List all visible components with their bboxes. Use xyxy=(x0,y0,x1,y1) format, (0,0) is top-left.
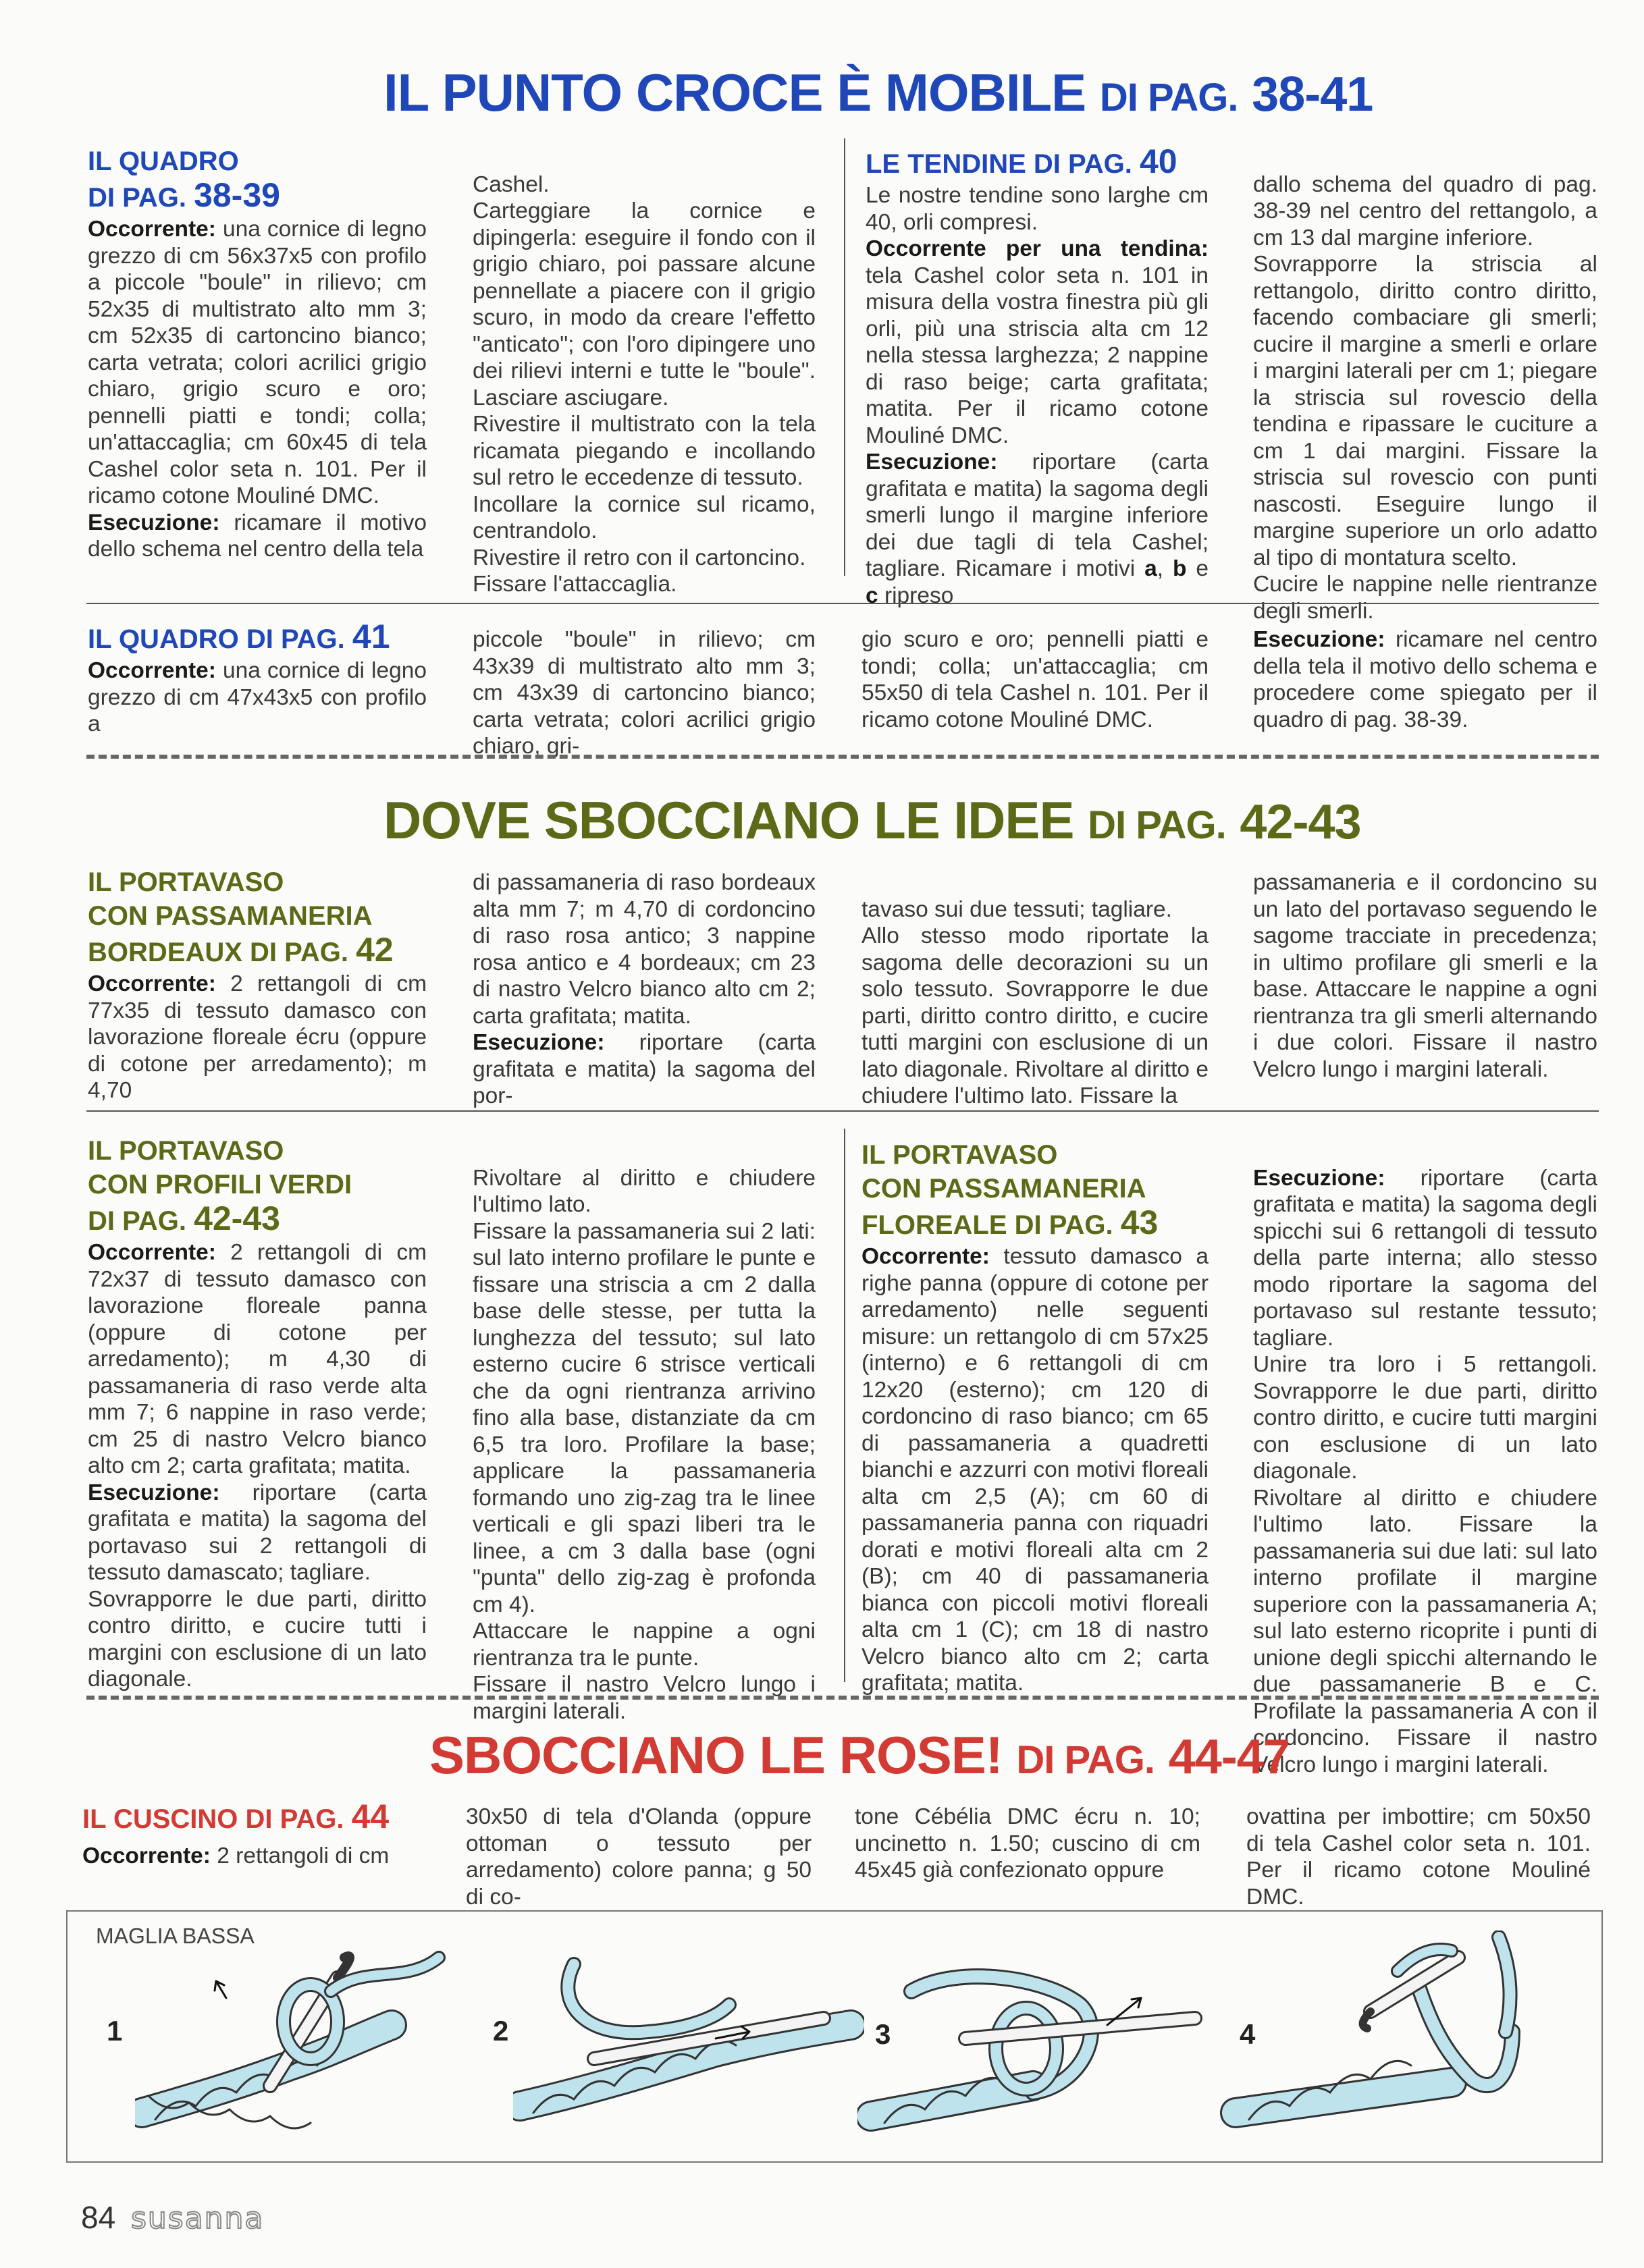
subheading-portavaso-floreale: IL PORTAVASO CON PASSAMANERIA FLOREALE DI PAG. 43 xyxy=(861,1140,1159,1241)
portavaso-bordeaux-col3: tavaso sui due tessuti; tagliare. Allo stesso modo riportate la sagoma delle decorazioni su un solo tessuto. Sovrapporre le due parti, diritto contro diritto, e cucire tutti margini con esclusione di un lato diagonale. Rivoltare al diritto e chiudere l'ultimo lato. Fissare la xyxy=(861,896,1209,1108)
tendine-col4: dallo schema del quadro di pag. 38-39 nel centro del rettangolo, a cm 13 dal margine inferiore. Sovrapporre la striscia al rettangolo, diritto contro diritto, facendo combaciare gli smerli; cucire il margine a smerli e orlare i margini laterali per cm 1; piegare la striscia sul rovescio della tendina e ripassare le cuciture a cm 1 dai margini. Fissare la striscia sul rovescio con punti nascosti. Eseguire lungo il margine superiore un orlo adatto al tipo di montatura scelto. Cucire le nappine nelle rientranze degli smerli. xyxy=(1253,171,1597,624)
occorrente-paragraph: Occorrente per una tendina: tela Cashel color seta n. 101 in misura della vostra finestra più gli orli, più una striscia alta cm 12 nella stessa larghezza; 2 nappine di raso beige; carta grafitata; matita. Per il ricamo cotone Mouliné DMC. xyxy=(866,236,1209,448)
crochet-step-3-illustration xyxy=(857,1937,1209,2146)
step-number-2: 2 xyxy=(493,2015,509,2047)
occorrente-paragraph: Occorrente: tessuto damasco a righe panna (oppure di cotone per arredamento) nelle seguenti misure: un rettangolo di cm 57x25 (interno) e 6 rettangoli di cm 12x20 (esterno); cm 120 di cordoncino di raso bianco; cm 65 di passamaneria a quadretti bianchi e azzurri con motivi floreali alta cm 2,5 (A); cm 60 di passamaneria panna con riquadri dorati e motivi floreali alta cm 2 (B); cm 40 di passamaneria bianca con piccoli motivi floreali alta cm 1 (C); cm 18 di nastro Velcro bianco alto cm 2; carta grafitata; matita. xyxy=(861,1244,1209,1696)
subheading-quadro-38-39: IL QUADRO DI PAG. 38-39 xyxy=(88,146,280,214)
subheading-portavaso-bordeaux: IL PORTAVASO CON PASSAMANERIA BORDEAUX DI PAG. 42 xyxy=(88,867,394,969)
page-footer xyxy=(81,2199,264,2236)
portavaso-bordeaux-col2: di passamaneria di raso bordeaux alta mm 7; m 4,70 di cordoncino di raso rosa antico; 3 nappine rosa antico e 4 bordeaux; cm 23 di nastro Velcro bianco alto cm 2; carta grafitata; matita. Esecuzione: riportare (carta grafitata e matita) la sagoma del por- xyxy=(473,870,816,1108)
crochet-step-4-illustration xyxy=(1215,1931,1593,2146)
crochet-step-1-illustration xyxy=(135,1937,452,2146)
magazine-brand: susanna xyxy=(130,2201,265,2236)
step-number-4: 4 xyxy=(1240,2018,1256,2050)
tendine-col3 xyxy=(866,144,1209,609)
section-rule xyxy=(86,1110,1599,1112)
section-pages: 44-47 xyxy=(1168,1730,1290,1784)
section-title-text: DOVE SBOCCIANO LE IDEE xyxy=(383,790,1074,850)
quadro-41-col2: piccole "boule" in rilievo; cm 43x39 di multistrato alto mm 3; cm 43x39 di cartoncino bianco; carta vetrata; colori acrilici grigio chiaro, gri- xyxy=(473,627,816,759)
esecuzione-paragraph: Esecuzione: riportare (carta grafitata e matita) la sagoma del portavaso sui 2 rettangoli di tessuto damascato; tagliare. Sovrapporre le due parti, diritto contro diritto, e cucire tutti i margini con esclusione di un lato diagonale. xyxy=(88,1480,427,1692)
subheading-tendine: LE TENDINE DI PAG. 40 xyxy=(866,142,1177,180)
cuscino-col2: 30x50 di tela d'Olanda (oppure ottoman o tessuto per arredamento) colore panna; g 50 di co- xyxy=(466,1804,812,1910)
dashed-separator xyxy=(86,755,1599,759)
cuscino-col3: tone Cébélia DMC écru n. 10; uncinetto n. 1.50; cuscino di cm 45x45 già confezionato oppure xyxy=(855,1804,1200,1883)
portavaso-bordeaux-col1 xyxy=(88,865,427,1104)
column-divider xyxy=(844,138,845,576)
portavaso-floreale-col4: Esecuzione: riportare (carta grafitata e matita) la sagoma degli spicchi sui 6 rettangoli di tessuto della parte interna; allo stesso modo riportare la sagoma del portavaso sul restante tessuto; tagliare. Unire tra loro i 5 rettangoli. Sovrapporre le due parti, diritto contro diritto, e cucire tutti margini con esclusione di un lato diagonale. Rivoltare al diritto e chiudere l'ultimo lato. Fissare la passamaneria sui due lati: sul lato interno profilate il margine superiore con la passamaneria A; sul lato esterno ricoprite i punti di unione degli spicchi alternando le due passamanerie B e C. Profilate la passamaneria A con il cordoncino. Fissare il nastro Velcro lungo i margini laterali. xyxy=(1253,1165,1598,1777)
quadro-38-39-col1 xyxy=(88,144,427,563)
subheading-portavaso-verdi: IL PORTAVASO CON PROFILI VERDI DI PAG. 42-43 xyxy=(88,1136,352,1237)
esecuzione-paragraph: Esecuzione: riportare (carta grafitata e matita) la sagoma del por- xyxy=(473,1030,816,1108)
occorrente-paragraph: Occorrente: 2 rettangoli di cm 77x35 di tessuto damasco con lavorazione floreale écru (oppure di cotone per arredamento); m 4,70 xyxy=(88,971,427,1103)
occorrente-paragraph: Occorrente: 2 rettangoli di cm 72x37 di tessuto damasco con lavorazione floreale panna (oppure di cotone per arredamento); m 4,30 di passamaneria di raso verde alta mm 7; 6 nappine in raso verde; cm 25 di nastro Velcro bianco alto cm 2; carta grafitata; matita. xyxy=(88,1240,427,1478)
quadro-41-col1 xyxy=(88,620,427,738)
portavaso-verdi-col2: Rivoltare al diritto e chiudere l'ultimo lato. Fissare la passamaneria sui 2 lati: sul lato interno profilare le punte e fissare una striscia a cm 2 dalla base delle stesse, per tutta la lunghezza del tessuto; sul lato esterno cucire 6 strisce verticali che da ogni rientranza arrivino fino alla base, distanziate da cm 6,5 tra loro. Profilare la base; applicare la passamaneria formando uno zig-zag tra le linee verticali e gli spazi liberi tra le linee, a cm 3 dalla base (ogni "punta" dello zig-zag è profonda cm 4). Attaccare le nappine a ogni rientranza tra le punte. Fissare il nastro Velcro lungo i margini laterali. xyxy=(473,1165,816,1724)
occorrente-paragraph: Occorrente: una cornice di legno grezzo di cm 56x37x5 con profilo a piccole "boule" in rilievo; cm 52x35 di multistrato alto mm 3; cm 52x35 di cartoncino bianco; carta vetrata; colori acrilici grigio chiaro, grigio scuro e oro; pennelli piatti e tondi; colla; un'attaccaglia; cm 60x45 di tela Cashel color seta n. 101. Per il ricamo cotone Mouliné DMC. xyxy=(88,217,427,508)
section-rule xyxy=(86,603,1599,604)
figure-label: MAGLIA BASSA xyxy=(96,1924,255,1948)
subheading-cuscino: IL CUSCINO DI PAG. 44 xyxy=(82,1798,390,1835)
cuscino-col4: ovattina per imbottire; cm 50x50 di tela Cashel color seta n. 101. Per il ricamo cotone Mouliné DMC. xyxy=(1246,1804,1591,1910)
portavaso-verdi-col1 xyxy=(88,1134,427,1693)
quadro-41-col3: gio scuro e oro; pennelli piatti e tondi; colla; un'attaccaglia; cm 55x50 di tela Cashel n. 101. Per il ricamo cotone Mouliné DMC. xyxy=(861,627,1209,732)
section-title-sbocciano-rose xyxy=(429,1725,1290,1786)
occorrente-paragraph: Occorrente: 2 rettangoli di cm xyxy=(82,1843,390,1868)
section-di-pag: DI PAG. xyxy=(1099,76,1238,119)
section-di-pag: DI PAG. xyxy=(1016,1738,1155,1782)
portavaso-floreale-col3 xyxy=(861,1138,1209,1697)
esecuzione-paragraph: Esecuzione: riportare (carta grafitata e matita) la sagoma degli smerli lungo il margine inferiore dei due tagli di tela Cashel; tagliare. Ricamare i motivi a, b e c ripreso xyxy=(866,450,1209,608)
section-title-sbocciano-idee xyxy=(383,790,1361,851)
section-title-text: SBOCCIANO LE ROSE! xyxy=(429,1725,1003,1785)
portavaso-bordeaux-col4: passamaneria e il cordoncino su un lato del portavaso seguendo le sagome tracciate in precedenza; in ultimo profilare gli smerli e la base. Attaccare le nappine a ogni rientranza tra gli smerli alternando i due colori. Fissare il nastro Velcro lungo i margini laterali. xyxy=(1253,870,1597,1082)
section-title-text: IL PUNTO CROCE È MOBILE xyxy=(383,63,1086,122)
crochet-step-2-illustration xyxy=(513,1937,864,2140)
quadro-38-39-col2: Cashel. Carteggiare la cornice e dipingerla: eseguire il fondo con il grigio chiaro, poi passare alcune pennellate a piacere con il grigio scuro, in modo da creare l'effetto "anticato"; con l'oro dipingere uno dei rilievi interni e tutte le "boule". Lasciare asciugare. Rivestire il multistrato con la tela ricamata piegando e incollando sul retro le eccedenze di tessuto. Incollare la cornice sul ricamo, centrandolo. Rivestire il retro con il cartoncino. Fissare l'attaccaglia. xyxy=(473,171,816,597)
subheading-quadro-41: IL QUADRO DI PAG. 41 xyxy=(88,618,390,655)
occorrente-paragraph: Occorrente: una cornice di legno grezzo di cm 47x43x5 con profilo a xyxy=(88,658,427,736)
section-title-punto-croce xyxy=(383,62,1373,124)
section-di-pag: DI PAG. xyxy=(1088,803,1226,847)
dashed-separator xyxy=(86,1696,1599,1700)
page-number: 84 xyxy=(81,2200,116,2235)
column-divider xyxy=(844,1129,845,1682)
cuscino-col1 xyxy=(82,1800,427,1870)
tendine-intro: Le nostre tendine sono larghe cm 40, orli compresi. xyxy=(866,183,1209,235)
quadro-41-col4: Esecuzione: ricamare nel centro della tela il motivo dello schema e procedere come spiegato per il quadro di pag. 38-39. xyxy=(1253,627,1597,732)
esecuzione-paragraph: Esecuzione: ricamare il motivo dello schema nel centro della tela xyxy=(88,510,427,562)
step-number-1: 1 xyxy=(107,2015,123,2047)
section-pages: 42-43 xyxy=(1240,795,1361,849)
section-pages: 38-41 xyxy=(1252,68,1373,122)
step-number-3: 3 xyxy=(875,2018,891,2050)
